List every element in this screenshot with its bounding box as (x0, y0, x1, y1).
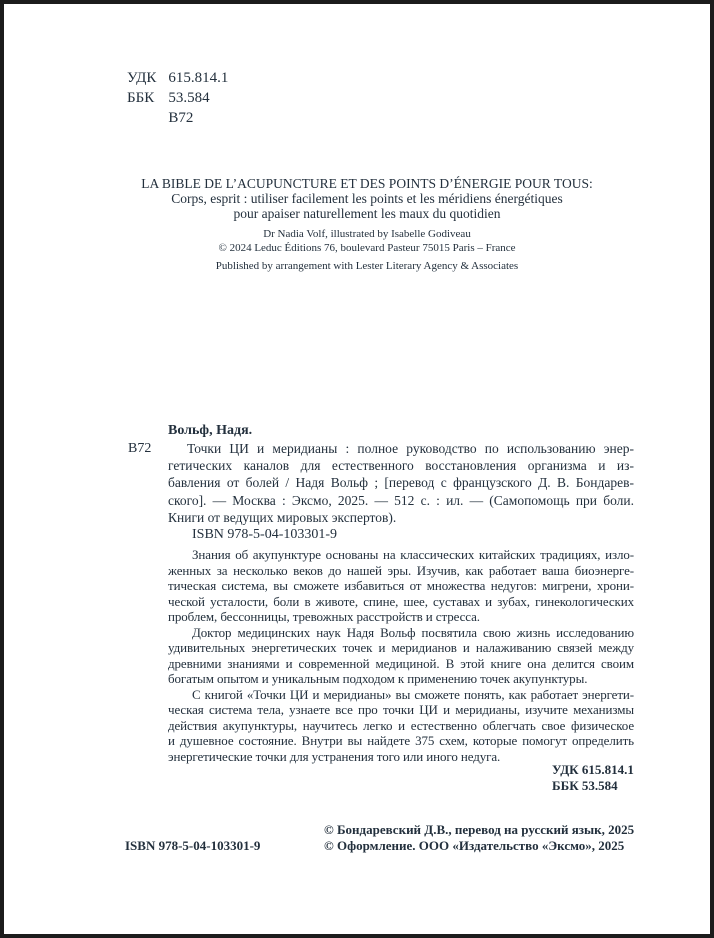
annotation-paragraph-3 (168, 687, 634, 765)
text-line: и душевное состояние. Внутри вы найдете 375 схем, которые помогут определить (168, 733, 634, 748)
spacer (127, 108, 156, 128)
bbk-label: ББК (127, 90, 155, 106)
bbk-value: 53.584 (168, 90, 210, 106)
author-code-margin: В72 (128, 441, 152, 456)
text-line: гетических каналов для естественного восстановления организма и из- (168, 458, 634, 474)
text-line: © Бондаревский Д.В., перевод на русский язык, 2025 (324, 822, 635, 837)
original-title-block (100, 176, 634, 273)
text-line: богатым опытом и уникальным подходом к применению точек акупунктуры. (168, 671, 588, 686)
text-line: pour apaiser naturellement les maux du quotidien (233, 206, 501, 221)
text-line: Знания об акупунктуре основаны на классических китайских традициях, изло- (192, 547, 634, 562)
bibliographic-record (168, 440, 634, 526)
text-line: ческая система тела, узнаете все про точки ЦИ и меридианы, изучите механизмы (168, 702, 634, 717)
text-line: Corps, esprit : utiliser facilement les points et les méridiens énergétiques (171, 191, 563, 206)
text-line: ческой усталости, боли в животе, спине, шее, суставах и зубах, гинекологических (168, 593, 634, 609)
copyright-block (324, 822, 634, 854)
text-line: Книги от ведущих мировых экспертов). (168, 509, 397, 525)
text-line: © 2024 Leduc Éditions 76, boulevard Pasteur 75015 Paris – France (218, 241, 516, 254)
text-line: древними знаниями и современной медициной. В этой книге она делится своим (168, 655, 634, 671)
text-line: © Оформление. ООО «Издательство «Эксмо», 2025 (324, 837, 625, 853)
text-line: бавления от болей / Надя Вольф ; [перевод с французского Д. В. Бондарев- (168, 475, 634, 491)
text-line: Доктор медицинских наук Надя Вольф посвятила свою жизнь исследованию (192, 624, 634, 640)
bbk-bottom: ББК 53.584 (552, 777, 618, 793)
annotation (168, 547, 634, 764)
text-line: действия акупунктуры, научитесь легко и естественно облегчать свое физическое (168, 717, 634, 733)
udk-value: 615.814.1 (168, 70, 229, 86)
text-line: Dr Nadia Volf, illustrated by Isabelle Godiveau (263, 228, 471, 240)
text-line: тическая система, вы сможете избавиться от множества недугов: мигрени, хрони- (168, 578, 634, 593)
text-line: женных за несколько веков до нашей эры. Изучив, как работает ваша биоэнерге- (168, 562, 634, 578)
udk-bottom: УДК 615.814.1 (552, 762, 634, 777)
top-classification-codes (127, 68, 228, 128)
original-title (100, 176, 634, 221)
bottom-classification-codes (552, 762, 634, 793)
text-line: LA BIBLE DE L’ACUPUNCTURE ET DES POINTS D’ÉNERGIE POUR TOUS: (141, 176, 593, 191)
author-code: В72 (168, 110, 194, 126)
arrangement-note: Published by arrangement with Lester Literary Agency & Associates (215, 260, 519, 272)
text-line: проблем, бессонницы, тревожных расстройств и стресса. (168, 609, 480, 624)
text-line: удивительных энергетических точек и меридианов и налаживанию связей между (168, 640, 634, 655)
author-heading: Вольф, Надя. (168, 423, 253, 438)
isbn-footer: ISBN 978-5-04-103301-9 (125, 838, 261, 853)
isbn-catalog: ISBN 978-5-04-103301-9 (192, 527, 338, 542)
text-line: энергетические точки для устранения того или иного недуга. (168, 748, 501, 764)
udk-label: УДК (127, 70, 157, 86)
text-line: Точки ЦИ и меридианы : полное руководство по использованию энер- (187, 441, 634, 456)
annotation-paragraph-1 (168, 547, 634, 625)
text-line: ского]. — Москва : Эксмо, 2025. — 512 с. : ил. — (Самопомощь при боли. (168, 492, 634, 508)
text-line: С книгой «Точки ЦИ и меридианы» вы сможете понять, как работает энергети- (192, 686, 634, 702)
annotation-paragraph-2 (168, 625, 634, 687)
original-credits (100, 228, 634, 255)
